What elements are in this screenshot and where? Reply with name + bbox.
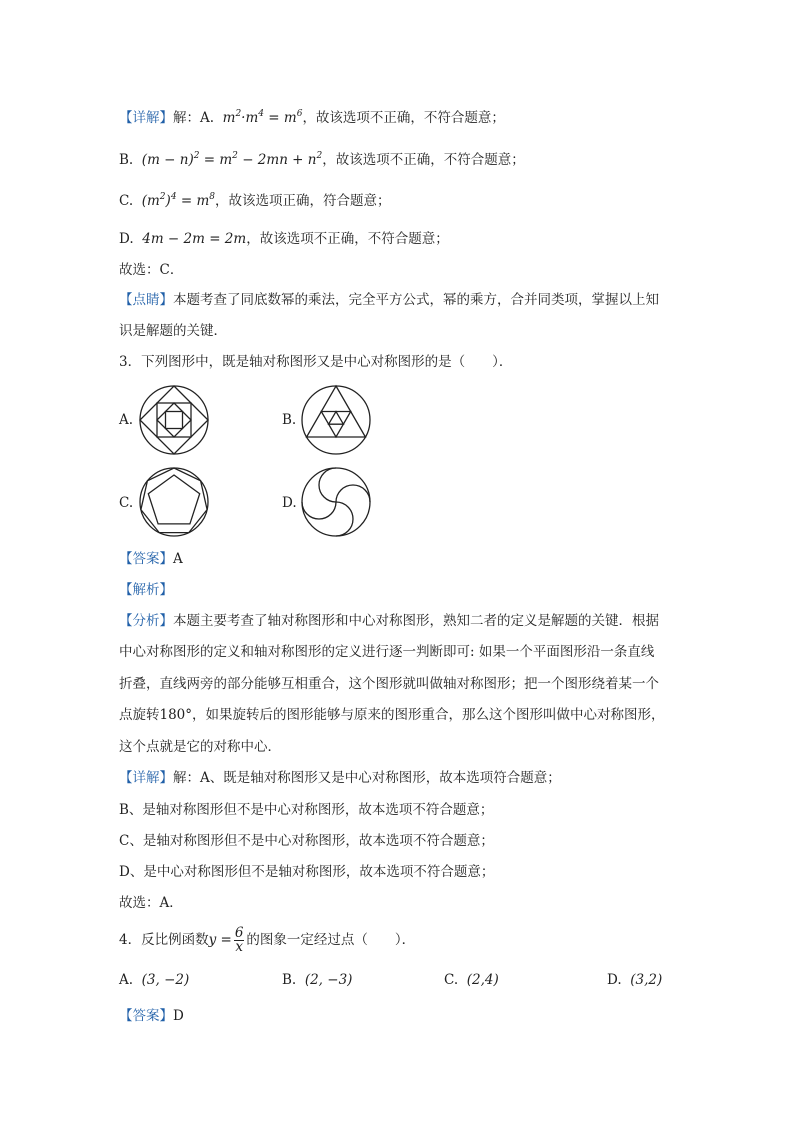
formula-b: $(m - n)^2 = m^2 - 2mn + n^2$ (137, 151, 323, 168)
formula-c: $(m^2)^4 = m^8$ (137, 192, 215, 209)
q3-detail-d: D、是中心对称图形但不是轴对称图形，故本选项不符合题意； (119, 864, 495, 880)
analysis-sub-tag: 【分析】 (119, 613, 173, 629)
q3-analysis-line1: 【分析】本题主要考查了轴对称图形和中心对称图形，熟知二者的定义是解题的关键．根据 (119, 613, 659, 629)
q3-analysis-tag: 【解析】 (119, 582, 173, 598)
q2-detail-c: C. $(m^2)^4 = m^8$，故该选项正确，符合题意； (119, 192, 391, 209)
figure-d-circle-pinwheel-icon (300, 466, 372, 538)
q3-analysis-line4: 点旋转180°，如果旋转后的图形能够与原来的图形重合，那么这个图形叫做中心对称图形， (119, 707, 665, 723)
q3-analysis-line5: 这个点就是它的对称中心． (119, 739, 281, 755)
q3-detail-c: C、是轴对称图形但不是中心对称图形，故本选项不符合题意； (119, 833, 494, 849)
figure-b-circle-nested-triangles-icon (300, 384, 372, 456)
q2-answer-line: 故选：C． (119, 262, 184, 278)
q2-detail-d: D. 4m − 2m = 2m，故该选项不正确，不符合题意； (119, 231, 449, 247)
q3-answer: 【答案】A (119, 551, 183, 567)
q3-analysis-line3: 折叠，直线两旁的部分能够互相重合，这个图形就叫做轴对称图形；把一个图形绕着某一个 (119, 676, 659, 692)
q4-option-b: B. (2, −3) (282, 972, 353, 988)
q3-analysis-line2: 中心对称图形的定义和轴对称图形的定义进行逐一判断即可: 如果一个平面图形沿一条直线 (119, 644, 655, 660)
q3-question: 3．下列图形中，既是轴对称图形又是中心对称图形的是（ ）． (119, 354, 513, 370)
q3-detail-b: B、是轴对称图形但不是中心对称图形，故本选项不符合题意； (119, 802, 494, 818)
q4-option-c: C. (2,4) (444, 972, 499, 988)
q3-option-c-label: C. (119, 495, 134, 511)
q3-option-b-label: B. (282, 412, 297, 428)
figure-a-circle-nested-squares-icon (138, 384, 210, 456)
q3-answer-line: 故选：A． (119, 895, 183, 911)
q4-option-a: A. (3, −2) (119, 972, 190, 988)
remark-tag: 【点睛】 (119, 292, 173, 308)
q4-option-d: D. (3,2) (607, 972, 663, 988)
q2-detail-b: B. $(m - n)^2 = m^2 - 2mn + n^2$，故该选项不正确，不符合题意； (119, 151, 525, 168)
q4-question: 4．反比例函数y = $\frac{6}{x}$ 的图象一定经过点（ ）． (119, 925, 416, 955)
q4-answer: 【答案】D (119, 1008, 184, 1024)
detail-tag: 【详解】 (119, 110, 173, 126)
formula-a: $m^2\cdot m^4 = m^6$ (218, 109, 303, 126)
fraction: $\frac{6}{x}$ (234, 925, 244, 955)
figure-c-circle-heptagon-pentagon-icon (138, 466, 210, 538)
q3-detail-a: 【详解】解：A、既是轴对称图形又是中心对称图形，故本选项符合题意； (119, 770, 561, 786)
q2-remark-line2: 识是解题的关键． (119, 323, 227, 339)
answer-tag: 【答案】 (119, 551, 173, 567)
q3-option-a-label: A. (119, 412, 134, 428)
detail-tag: 【详解】 (119, 770, 173, 786)
function-y: y = (208, 932, 232, 948)
q2-remark-line1: 【点睛】本题考查了同底数幂的乘法，完全平方公式，幂的乘方，合并同类项，掌握以上知 (119, 292, 659, 308)
q2-detail-a: 【详解】解：A. $m^2\cdot m^4 = m^6$，故该选项不正确，不符合题意； (119, 109, 505, 126)
formula-d: 4m − 2m = 2m (137, 231, 247, 247)
q3-option-d-label: D. (282, 495, 297, 511)
answer-tag: 【答案】 (119, 1008, 173, 1024)
